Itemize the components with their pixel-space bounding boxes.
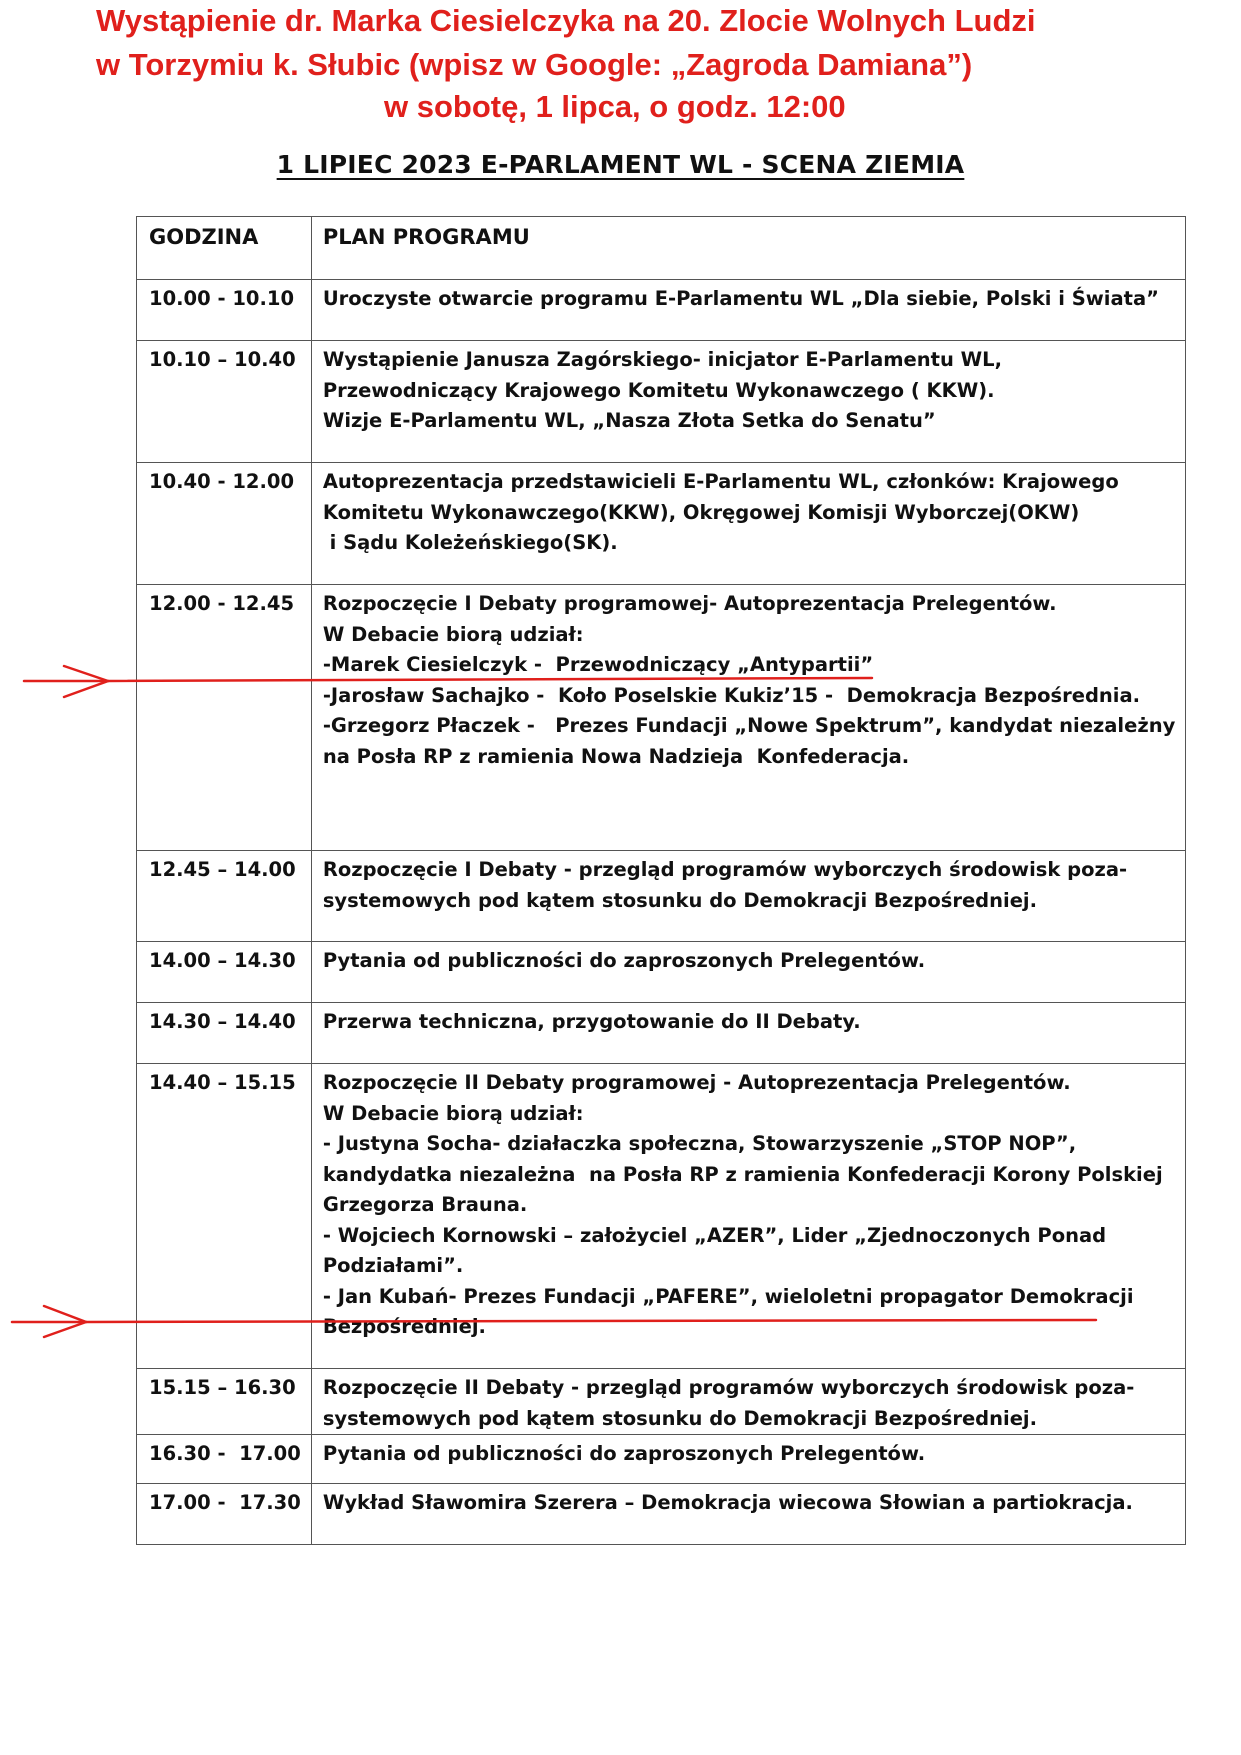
table-row xyxy=(137,1484,1186,1545)
table-row xyxy=(137,1064,1186,1369)
plan-line: Wykład Sławomira Szerera – Demokracja wiecowa Słowian a partiokracja. xyxy=(322,1491,1133,1514)
plan-line: - Jan Kubań- Prezes Fundacji „PAFERE”, wieloletni propagator Demokracji xyxy=(322,1284,1134,1308)
table-row xyxy=(137,851,1186,942)
table-row xyxy=(137,463,1186,585)
row-plan xyxy=(311,1435,1185,1484)
plan-line: Komitetu Wykonawczego(KKW), Okręgowej Komisji Wyborczej(OKW) xyxy=(322,500,1080,524)
plan-line: kandydatka niezależna na Posła RP z ramienia Konfederacji Korony Polskiej xyxy=(322,1162,1163,1186)
heading-line-3: w sobotę, 1 lipca, o godz. 12:00 xyxy=(384,89,846,124)
row-plan xyxy=(311,851,1185,942)
row-time: 14.40 – 15.15 xyxy=(137,1064,312,1369)
row-time: 10.00 - 10.10 xyxy=(137,280,312,341)
document-title-text: 1 LIPIEC 2023 E-PARLAMENT WL - SCENA ZIEMIA xyxy=(276,150,965,179)
plan-line: Pytania od publiczności do zaproszonych Prelegentów. xyxy=(322,949,926,972)
row-plan xyxy=(311,942,1185,1003)
plan-line: Podziałami”. xyxy=(322,1254,464,1277)
table-row xyxy=(137,280,1186,341)
plan-line: Przewodniczący Krajowego Komitetu Wykonawczego ( KKW). xyxy=(322,378,995,402)
program-schedule-table xyxy=(136,216,1186,1545)
plan-line: Wizje E-Parlamentu WL, „Nasza Złota Setka do Senatu” xyxy=(322,409,936,432)
plan-line: Uroczyste otwarcie programu E-Parlamentu WL „Dla siebie, Polski i Świata” xyxy=(322,287,1159,310)
row-time: 15.15 – 16.30 xyxy=(137,1369,312,1435)
plan-line: Rozpoczęcie I Debaty - przegląd programów wyborczych środowisk poza- xyxy=(322,858,1128,881)
plan-line: systemowych pod kątem stosunku do Demokracji Bezpośredniej. xyxy=(322,1406,1038,1430)
plan-line: Rozpoczęcie II Debaty - przegląd programów wyborczych środowisk poza- xyxy=(322,1376,1135,1399)
document-title xyxy=(0,150,1241,179)
table-row xyxy=(137,1435,1186,1484)
plan-line: -Grzegorz Płaczek - Prezes Fundacji „Nowe Spektrum”, kandydat niezależny xyxy=(322,714,1176,737)
table-row xyxy=(137,1369,1186,1435)
table-row xyxy=(137,942,1186,1003)
row-plan xyxy=(311,1484,1185,1545)
row-time: 17.00 - 17.30 xyxy=(137,1484,312,1545)
table-header-row xyxy=(137,217,1186,280)
row-plan xyxy=(311,341,1185,463)
row-plan xyxy=(311,463,1185,585)
row-plan xyxy=(311,1003,1185,1064)
plan-line: Autoprezentacja przedstawicieli E-Parlamentu WL, członków: Krajowego xyxy=(322,470,1119,493)
table-row xyxy=(137,341,1186,463)
plan-line: i Sądu Koleżeńskiego(SK). xyxy=(322,531,618,554)
row-time: 14.00 – 14.30 xyxy=(137,942,312,1003)
plan-line: Pytania od publiczności do zaproszonych Prelegentów. xyxy=(322,1442,926,1465)
row-plan xyxy=(311,585,1185,851)
plan-line: Wystąpienie Janusza Zagórskiego- inicjator E-Parlamentu WL, xyxy=(322,348,1002,371)
plan-line: W Debacie biorą udział: xyxy=(322,622,584,646)
plan-line: Rozpoczęcie I Debaty programowej- Autoprezentacja Prelegentów. xyxy=(322,592,1057,615)
plan-line: - Wojciech Kornowski – założyciel „AZER”, Lider „Zjednoczonych Ponad xyxy=(322,1223,1107,1247)
plan-line: na Posła RP z ramienia Nowa Nadzieja Konfederacja. xyxy=(322,744,910,768)
plan-line: systemowych pod kątem stosunku do Demokracji Bezpośredniej. xyxy=(322,888,1038,912)
row-time: 14.30 – 14.40 xyxy=(137,1003,312,1064)
row-time: 10.40 - 12.00 xyxy=(137,463,312,585)
plan-line: Rozpoczęcie II Debaty programowej - Autoprezentacja Prelegentów. xyxy=(322,1071,1071,1094)
arrow-head-icon xyxy=(44,1306,86,1337)
plan-line: Przerwa techniczna, przygotowanie do II Debaty. xyxy=(322,1010,861,1033)
plan-line: Bezpośredniej. xyxy=(322,1315,486,1338)
heading-line-2: w Torzymiu k. Słubic (wpisz w Google: „Zagroda Damiana”) xyxy=(96,47,973,82)
plan-line: Grzegorza Brauna. xyxy=(322,1193,528,1216)
row-plan xyxy=(311,280,1185,341)
row-plan xyxy=(311,1369,1185,1435)
table-row xyxy=(137,585,1186,851)
plan-line: - Justyna Socha- działaczka społeczna, Stowarzyszenie „STOP NOP”, xyxy=(322,1132,1077,1155)
plan-line: W Debacie biorą udział: xyxy=(322,1101,584,1125)
table-row xyxy=(137,1003,1186,1064)
plan-line: -Jarosław Sachajko - Koło Poselskie Kukiz’15 - Demokracja Bezpośrednia. xyxy=(322,683,1141,707)
row-time: 12.00 - 12.45 xyxy=(137,585,312,851)
row-time: 16.30 - 17.00 xyxy=(137,1435,312,1484)
arrow-head-icon xyxy=(64,666,108,697)
row-plan xyxy=(311,1064,1185,1369)
header-plan: PLAN PROGRAMU xyxy=(311,217,1185,280)
heading-line-1: Wystąpienie dr. Marka Ciesielczyka na 20. Zlocie Wolnych Ludzi xyxy=(96,3,1036,38)
header-time: GODZINA xyxy=(137,217,312,280)
row-time: 12.45 – 14.00 xyxy=(137,851,312,942)
plan-line: -Marek Ciesielczyk - Przewodniczący „Antypartii” xyxy=(322,653,874,676)
row-time: 10.10 – 10.40 xyxy=(137,341,312,463)
